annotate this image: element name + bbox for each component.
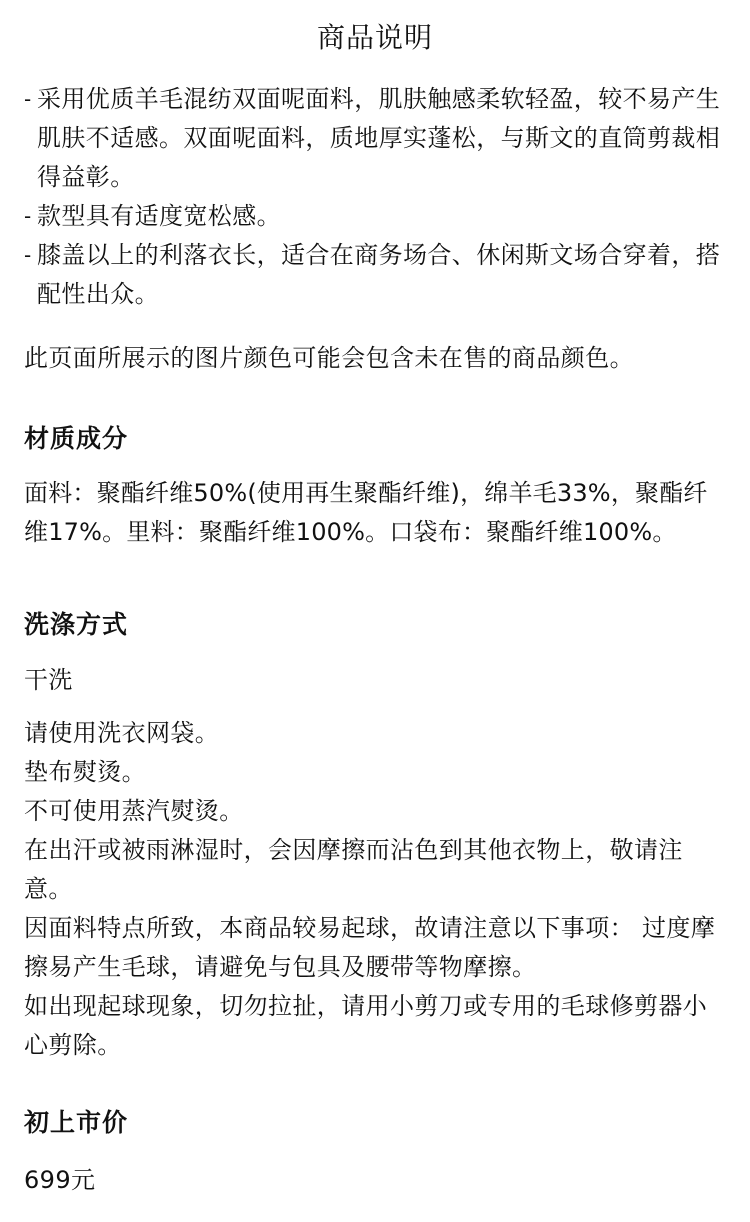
washing-line: 在出汗或被雨淋湿时，会因摩擦而沾色到其他衣物上，敬请注意。 bbox=[24, 836, 683, 903]
feature-text: 采用优质羊毛混纺双面呢面料，肌肤触感柔软轻盈，较不易产生肌肤不适感。双面呢面料，质地厚实蓬松，与斯文的直筒剪裁相得益彰。 bbox=[37, 85, 721, 191]
washing-method: 干洗 bbox=[24, 666, 73, 694]
feature-text: 膝盖以上的利落衣长，适合在商务场合、休闲斯文场合穿着，搭配性出众。 bbox=[37, 241, 721, 308]
feature-text: 款型具有适度宽松感。 bbox=[37, 202, 281, 230]
bullet-marker: - bbox=[24, 204, 32, 228]
material-text: 面料：聚酯纤维50%(使用再生聚酯纤维)，绵羊毛33%，聚酯纤维17%。里料：聚酯纤维100%。口袋布：聚酯纤维100%。 bbox=[24, 479, 708, 546]
washing-instructions bbox=[24, 714, 728, 1065]
washing-line: 如出现起球现象，切勿拉扯，请用小剪刀或专用的毛球修剪器小心剪除。 bbox=[24, 992, 708, 1059]
color-note: 此页面所展示的图片颜色可能会包含未在售的商品颜色。 bbox=[24, 344, 634, 372]
material-heading: 材质成分 bbox=[24, 424, 129, 453]
page-title: 商品说明 bbox=[316, 21, 433, 54]
price-value: 699元 bbox=[24, 1166, 96, 1194]
feature-list bbox=[24, 80, 728, 314]
washing-line: 因面料特点所致，本商品较易起球，故请注意以下事项： 过度摩擦易产生毛球，请避免与包具及腰带等物摩擦。 bbox=[24, 914, 716, 981]
feature-item bbox=[24, 197, 728, 236]
feature-item bbox=[24, 236, 728, 314]
washing-heading: 洗涤方式 bbox=[24, 610, 129, 639]
bullet-marker: - bbox=[24, 243, 32, 267]
washing-line: 不可使用蒸汽熨烫。 bbox=[24, 797, 244, 825]
price-heading: 初上市价 bbox=[24, 1108, 129, 1137]
bullet-marker: - bbox=[24, 87, 32, 111]
feature-item bbox=[24, 80, 728, 197]
washing-line: 垫布熨烫。 bbox=[24, 758, 146, 786]
washing-line: 请使用洗衣网袋。 bbox=[24, 719, 220, 747]
